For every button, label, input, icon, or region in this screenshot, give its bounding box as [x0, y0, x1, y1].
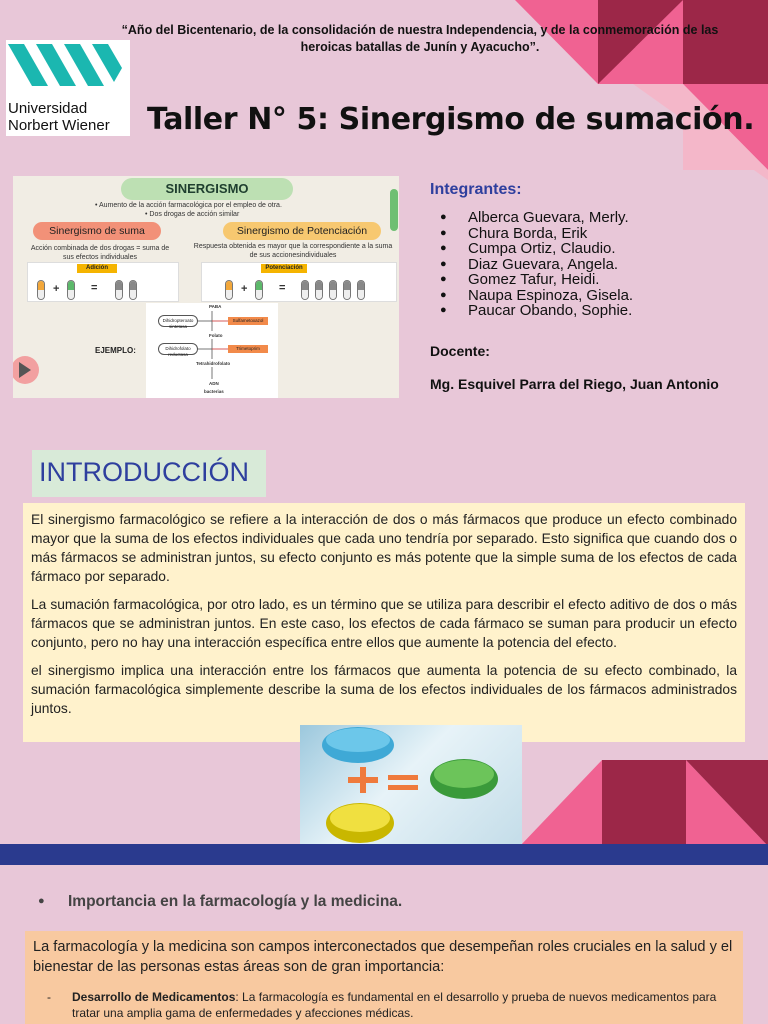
- capsule-icon: [329, 280, 337, 300]
- pills-photo: [300, 725, 522, 845]
- folate-pathway-diagram: [146, 303, 278, 398]
- capsule-icon: [129, 280, 137, 300]
- plus-symbol: +: [53, 283, 60, 295]
- diagram-drug-2: Trimetoprim: [228, 345, 268, 353]
- diagram-adn: ADN: [209, 381, 219, 386]
- diagram-enzyme-2: Dihidrofolato reductasa: [158, 343, 198, 355]
- item-text: : La farmacología es fundamental en el desarrollo y prueba de nuevos medicamentos para tratar una amplia gama de enfermedades y afecciones médicas.: [72, 990, 717, 1020]
- decorative-capsule-icon: [389, 188, 399, 232]
- members-list: [440, 210, 633, 319]
- list-item: ● Cumpa Ortiz, Claudio.: [440, 241, 633, 257]
- docente-label: Docente:: [430, 343, 490, 359]
- plus-symbol: +: [241, 283, 248, 295]
- suma-description: Acción combinada de dos drogas = suma de sus efectos individuales: [30, 245, 170, 261]
- equals-symbol: =: [91, 282, 98, 294]
- university-logo: [6, 40, 130, 136]
- capsule-icon: [301, 280, 309, 300]
- capsule-icon: [255, 280, 263, 300]
- list-item: ● Naupa Espinoza, Gisela.: [440, 288, 633, 304]
- list-item: ● Gomez Tafur, Heidi.: [440, 272, 633, 288]
- capsule-icon: [315, 280, 323, 300]
- ejemplo-label: EJEMPLO:: [95, 346, 136, 355]
- infographic-bullet-2: • Dos drogas de acción similar: [145, 211, 240, 218]
- bullet-icon: ●: [38, 895, 45, 907]
- diagram-paba: PABA: [209, 304, 222, 309]
- intro-paragraph: El sinergismo farmacológico se refiere a la interacción de dos o más fármacos que produce un efecto combinado mayor que la suma de los efectos individuales que cada uno tendría por separado. Esto significa que cuando dos o más fármacos se administran juntos, su efecto conjunto es más potente que la simple suma de los efectos de cada fármaco por separado.: [31, 512, 737, 584]
- capsule-icon: [115, 280, 123, 300]
- motto-text: “Año del Bicentenario, de la consolidación de nuestra Independencia, y de la conmemoración de las heroicas batallas de Junín y Ayacucho”.: [121, 23, 719, 54]
- potenciacion-label: Potenciación: [261, 264, 307, 273]
- capsule-icon: [225, 280, 233, 300]
- importance-lead: La farmacología y la medicina son campos interconectados que desempeñan roles cruciales en la salud y el bienestar de las personas estas áreas son de gran importancia:: [33, 939, 733, 975]
- divider-band: [0, 844, 768, 865]
- importance-panel: [25, 931, 743, 1024]
- diagram-enzyme-1: Dihidropteroato sintetasa: [158, 315, 198, 327]
- intro-panel: [23, 503, 745, 742]
- intro-paragraph: el sinergismo implica una interacción entre los fármacos que aumenta la potencia de su efecto combinado, la sumación farmacológica simplemente describe la suma de los efectos individuales de los fármacos administrados juntos.: [31, 663, 737, 716]
- capsule-icon: [357, 280, 365, 300]
- diagram-drug-1: Sulfametoxazol: [228, 317, 268, 325]
- members-label: Integrantes:: [430, 181, 522, 198]
- infographic-title: SINERGISMO: [121, 178, 293, 200]
- adicion-label: Adición: [77, 264, 117, 273]
- logo-mark-icon: [6, 40, 130, 96]
- potenciacion-description: Respuesta obtenida es mayor que la correspondiente a la suma de sus accionesindividuales: [193, 243, 393, 259]
- pills-equation-image: [300, 725, 522, 845]
- intro-paragraph: La sumación farmacológica, por otro lado, es un término que se utiliza para describir el efecto aditivo de dos o más fármacos que se administran juntos. En este caso, los efectos de cada fármaco se suman para producir un efecto conjunto, pero no hay una interacción específica entre ellos que aumente la potencia del efecto.: [31, 597, 737, 650]
- diagram-tetrahidrofolato: Tetrahidrofolato: [196, 361, 231, 366]
- infographic-bullet-1: • Aumento de la acción farmacológica por el empleo de otra.: [95, 202, 282, 209]
- list-item: ● Diaz Guevara, Angela.: [440, 257, 633, 273]
- diagram-bacterias: bacterias: [204, 389, 224, 394]
- capsule-icon: [37, 280, 45, 300]
- capsule-icon: [67, 280, 75, 300]
- list-item: ● Chura Borda, Erik: [440, 226, 633, 242]
- potenciacion-tag: Sinergismo de Potenciación: [223, 222, 381, 240]
- equals-symbol: =: [279, 282, 286, 294]
- list-item: ● Paucar Obando, Sophie.: [440, 303, 633, 319]
- importance-heading: ● Importancia en la farmacología y la medicina.: [38, 893, 403, 910]
- list-item: - Desarrollo de Medicamentos: La farmacología es fundamental en el desarrollo y prueba de nuevos medicamentos para tratar una amplia gama de enfermedades y afecciones médicas.: [47, 990, 717, 1020]
- list-item: ● Alberca Guevara, Merly.: [440, 210, 633, 226]
- diagram-arrows: [146, 303, 278, 398]
- suma-tag: Sinergismo de suma: [33, 222, 161, 240]
- decorative-plant-icon: [13, 344, 49, 398]
- logo-wordmark: Universidad Norbert Wiener: [8, 100, 110, 134]
- item-title: Desarrollo de Medicamentos: [72, 990, 236, 1004]
- docente-name: Mg. Esquivel Parra del Riego, Juan Antonio: [430, 376, 719, 392]
- page-title: Taller N° 5: Sinergismo de sumación.: [147, 102, 755, 137]
- corner-decoration-bottom: [520, 760, 768, 846]
- capsule-icon: [343, 280, 351, 300]
- sinergismo-infographic: [13, 176, 399, 398]
- intro-heading: INTRODUCCIÓN: [39, 457, 249, 487]
- diagram-folato: Folato: [209, 333, 223, 338]
